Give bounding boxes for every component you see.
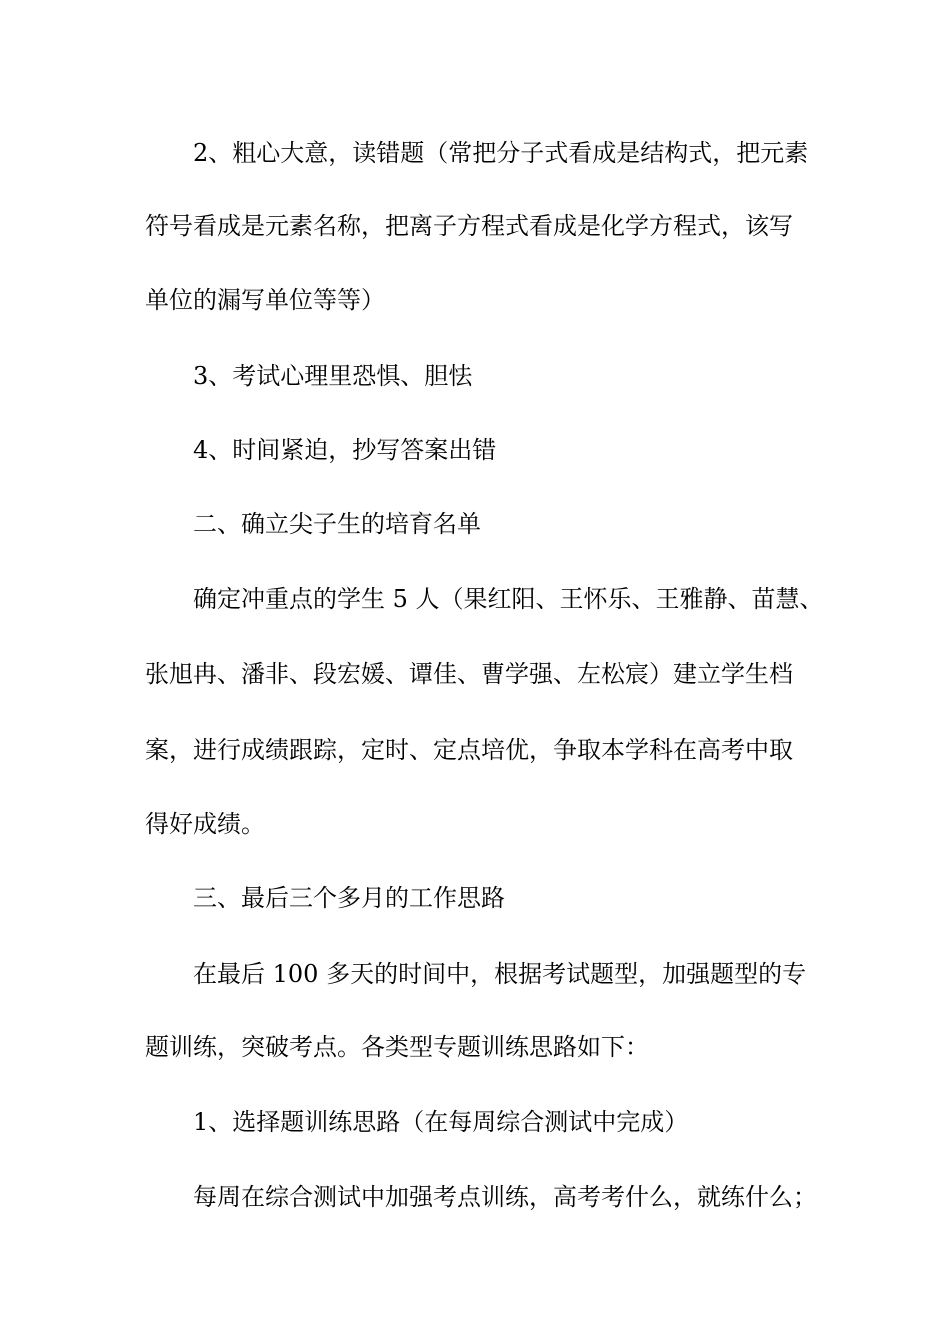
text-line: 每周在综合测试中加强考点训练，高考考什么，就练什么； — [193, 1183, 817, 1211]
text-line: 得好成绩。 — [145, 810, 265, 838]
section-heading: 二、确立尖子生的培育名单 — [193, 510, 481, 538]
text-line: 案，进行成绩跟踪，定时、定点培优，争取本学科在高考中取 — [145, 736, 793, 764]
text-line: 在最后 100 多天的时间中，根据考试题型，加强题型的专 — [193, 960, 807, 988]
text-line: 符号看成是元素名称，把离子方程式看成是化学方程式，该写 — [145, 212, 793, 240]
text-line: 确定冲重点的学生 5 人（果红阳、王怀乐、王雅静、苗慧、 — [193, 585, 824, 613]
text-line: 1、选择题训练思路（在每周综合测试中完成） — [193, 1108, 689, 1136]
text-line: 3、考试心理里恐惧、胆怯 — [193, 362, 473, 390]
text-line: 2、粗心大意，读错题（常把分子式看成是结构式，把元素 — [193, 139, 809, 167]
section-heading: 三、最后三个多月的工作思路 — [193, 884, 505, 912]
text-line: 单位的漏写单位等等） — [145, 286, 385, 314]
text-line: 4、时间紧迫，抄写答案出错 — [193, 436, 497, 464]
text-line: 题训练，突破考点。各类型专题训练思路如下： — [145, 1033, 649, 1061]
text-line: 张旭冉、潘非、段宏媛、谭佳、曹学强、左松宸）建立学生档 — [145, 660, 793, 688]
